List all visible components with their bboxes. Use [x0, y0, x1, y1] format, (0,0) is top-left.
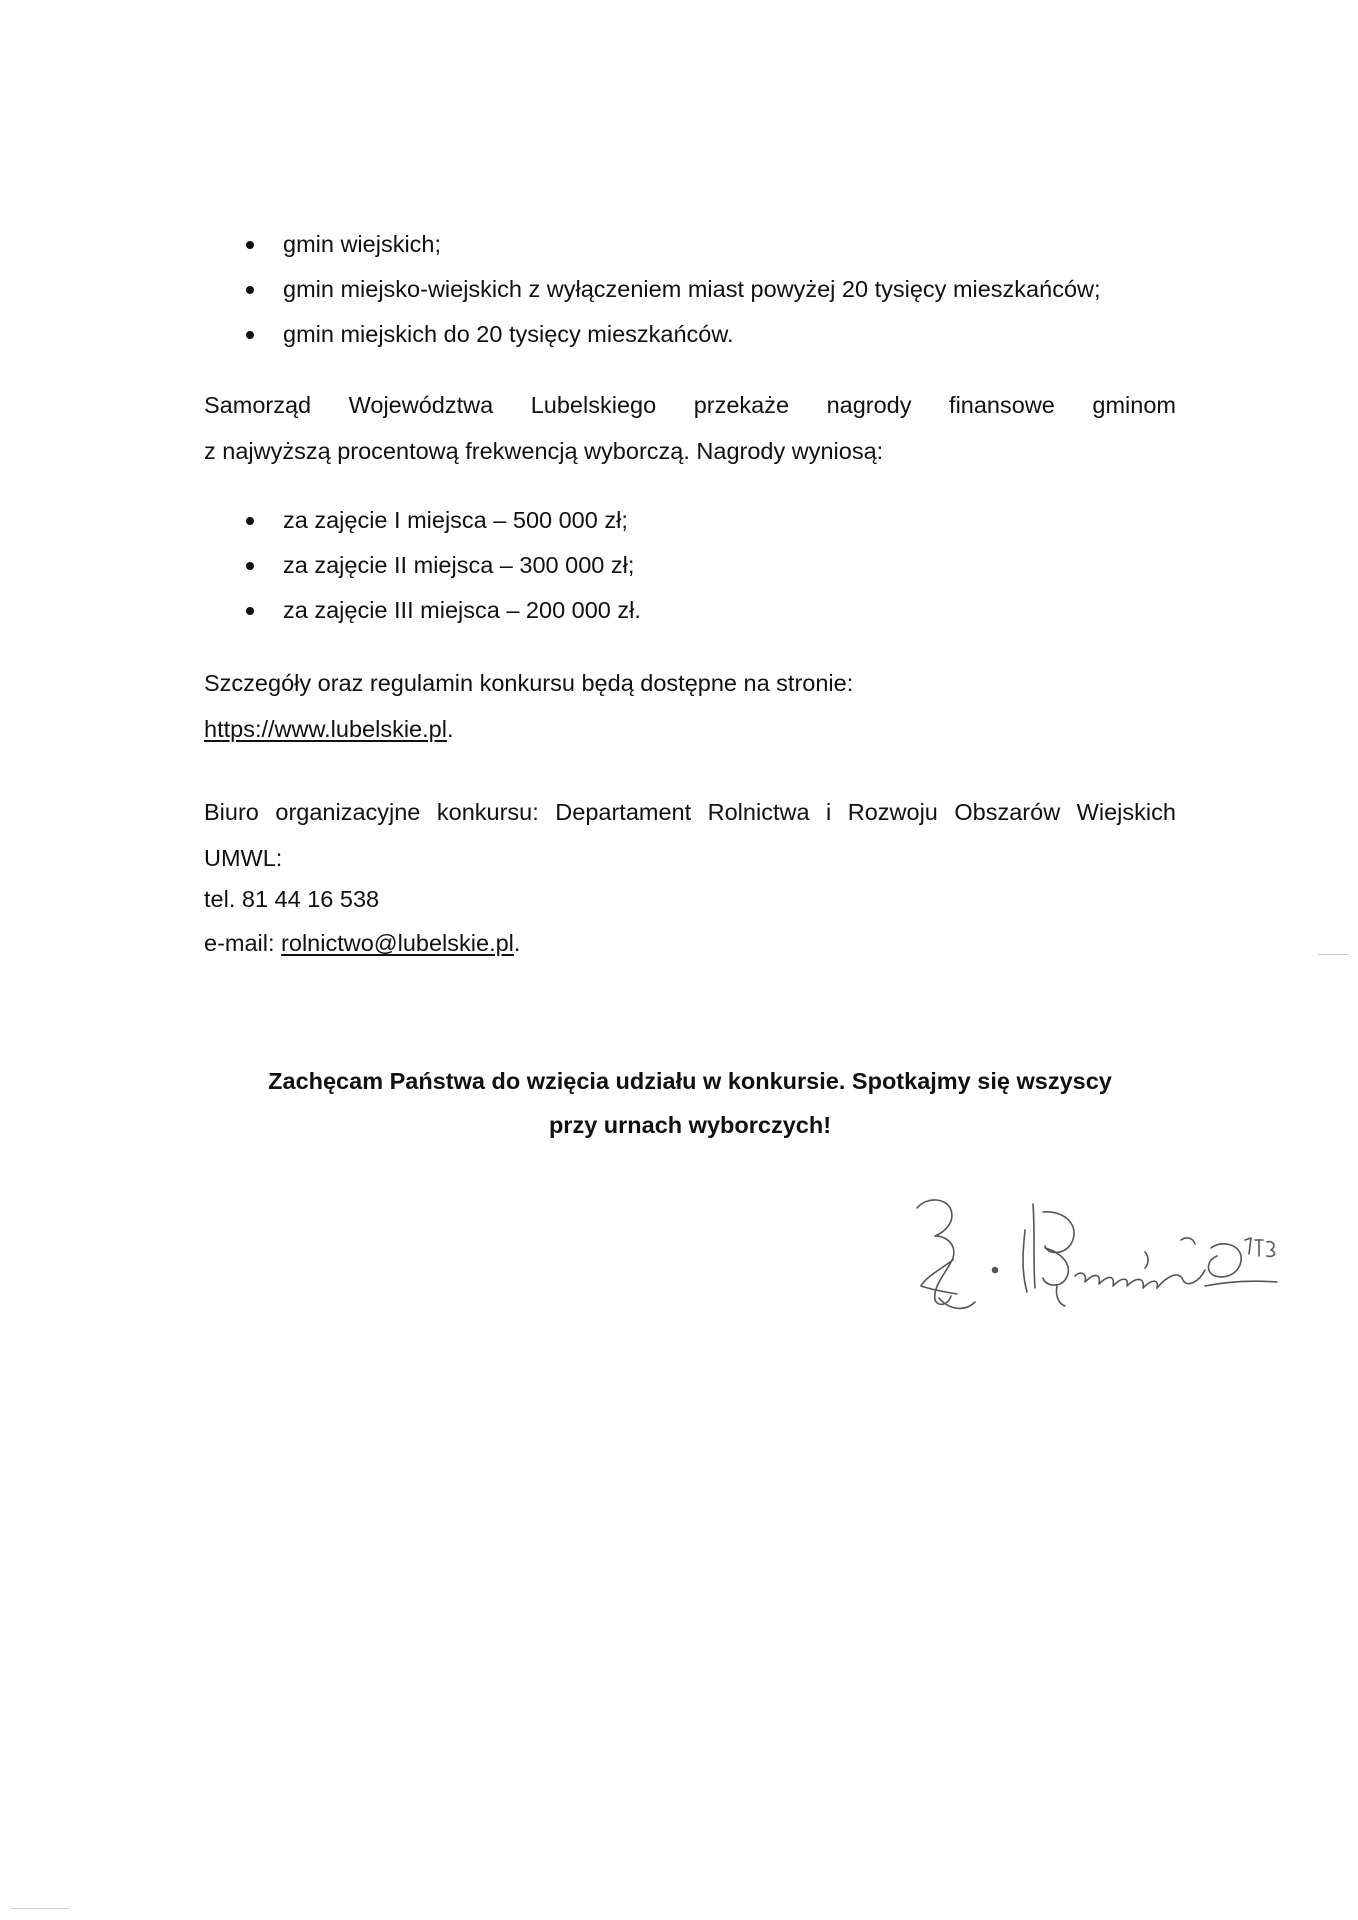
word: przekaże	[693, 392, 790, 418]
scan-artifact	[10, 1908, 70, 1909]
bullet-icon	[246, 517, 254, 525]
list-item-text: za zajęcie III miejsca – 200 000 zł.	[283, 597, 641, 623]
word: gminom	[1092, 392, 1176, 418]
list-item	[246, 498, 641, 543]
word: Lubelskiego	[530, 392, 657, 418]
phone-line	[204, 876, 1176, 922]
closing-line: Zachęcam Państwa do wzięcia udziału w konkursie. Spotkajmy się wszyscy	[268, 1068, 1112, 1094]
email-suffix: .	[513, 930, 521, 956]
list-item-text: gmin miejsko-wiejskich z wyłączeniem miast powyżej 20 tysięcy mieszkańców;	[283, 276, 1101, 302]
list-item	[246, 588, 641, 633]
justified-line	[204, 789, 1176, 835]
list-item	[246, 222, 1101, 267]
list-item	[246, 543, 641, 588]
paragraph-line	[204, 706, 1176, 752]
closing-appeal	[180, 1059, 1200, 1147]
word: i	[826, 799, 832, 825]
link-suffix: .	[446, 716, 454, 742]
word: Biuro	[204, 799, 259, 825]
bullet-icon	[246, 607, 254, 615]
word: Samorząd	[204, 392, 312, 418]
word: Województwa	[348, 392, 494, 418]
email-label: e-mail:	[204, 930, 282, 956]
email-link[interactable]: rolnictwo@lubelskie.pl	[281, 930, 514, 956]
bullet-icon	[246, 331, 254, 339]
scan-artifact	[1318, 954, 1348, 955]
word: Wiejskich	[1076, 799, 1176, 825]
list-item-text: gmin wiejskich;	[283, 231, 442, 257]
list-item	[246, 267, 1101, 312]
paragraph-line	[204, 920, 1176, 966]
word: Rozwoju	[847, 799, 938, 825]
word: finansowe	[949, 392, 1055, 418]
rules-paragraph	[204, 660, 1176, 752]
word: Departament	[555, 799, 692, 825]
gminy-list	[246, 222, 1101, 357]
list-item-text: za zajęcie I miejsca – 500 000 zł;	[283, 507, 628, 533]
word: organizacyjne	[275, 799, 421, 825]
paragraph-line: UMWL:	[204, 845, 283, 871]
prizes-paragraph	[204, 382, 1176, 474]
closing-line: przy urnach wyborczych!	[548, 1112, 832, 1138]
justified-line	[204, 382, 1176, 428]
paragraph-line: Szczegóły oraz regulamin konkursu będą dostępne na stronie:	[204, 670, 854, 696]
word: Obszarów	[954, 799, 1061, 825]
word: konkursu:	[436, 799, 539, 825]
bullet-icon	[246, 286, 254, 294]
prizes-list	[246, 498, 641, 633]
list-item	[246, 312, 1101, 357]
email-line	[204, 920, 1176, 966]
office-paragraph	[204, 789, 1176, 881]
phone-text: tel. 81 44 16 538	[204, 886, 380, 912]
list-item-text: gmin miejskich do 20 tysięcy mieszkańców.	[283, 321, 734, 347]
word: nagrody	[826, 392, 912, 418]
bullet-icon	[246, 241, 254, 249]
list-item-text: za zajęcie II miejsca – 300 000 zł;	[283, 552, 635, 578]
word: Rolnictwa	[707, 799, 810, 825]
website-link[interactable]: https://www.lubelskie.pl	[204, 716, 447, 742]
paragraph-line: z najwyższą procentową frekwencją wyborczą. Nagrody wyniosą:	[204, 438, 884, 464]
bullet-icon	[246, 562, 254, 570]
handwritten-signature-icon	[905, 1190, 1295, 1350]
